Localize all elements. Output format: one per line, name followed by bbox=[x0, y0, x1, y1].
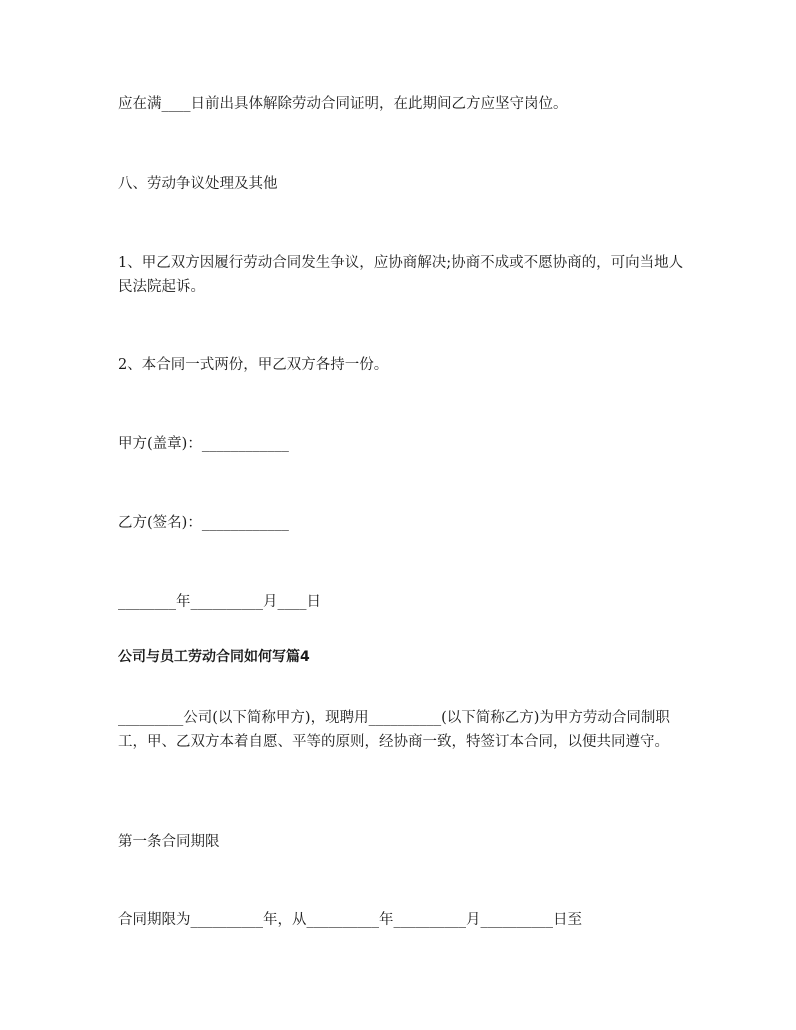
party-a-seal-line: 甲方(盖章)：____________ bbox=[118, 436, 289, 452]
party-b-signature-line: 乙方(签名)：____________ bbox=[118, 515, 289, 531]
paragraph-contract-term: 合同期限为__________年，从__________年__________月__________日至 bbox=[118, 912, 582, 928]
paragraph-copies: 2、本合同一式两份，甲乙双方各持一份。 bbox=[118, 357, 389, 373]
paragraph-termination-certificate: 应在满____日前出具体解除劳动合同证明，在此期间乙方应坚守岗位。 bbox=[118, 96, 568, 112]
article-title: 公司与员工劳动合同如何写篇4 bbox=[118, 649, 310, 665]
section-heading-contract-term: 第一条合同期限 bbox=[118, 834, 220, 850]
paragraph-dispute-resolution: 1、甲乙双方因履行劳动合同发生争议，应协商解决;协商不成或不愿协商的，可向当地人民法院起诉。 bbox=[118, 255, 684, 295]
date-line: ________年__________月____日 bbox=[118, 594, 321, 610]
section-heading-disputes: 八、劳动争议处理及其他 bbox=[118, 176, 278, 192]
paragraph-intro: _________公司(以下简称甲方)，现聘用__________(以下简称乙方)为甲方劳动合同制职工，甲、乙双方本着自愿、平等的原则，经协商一致，特签订本合同，以便共同遵守。 bbox=[118, 710, 670, 750]
